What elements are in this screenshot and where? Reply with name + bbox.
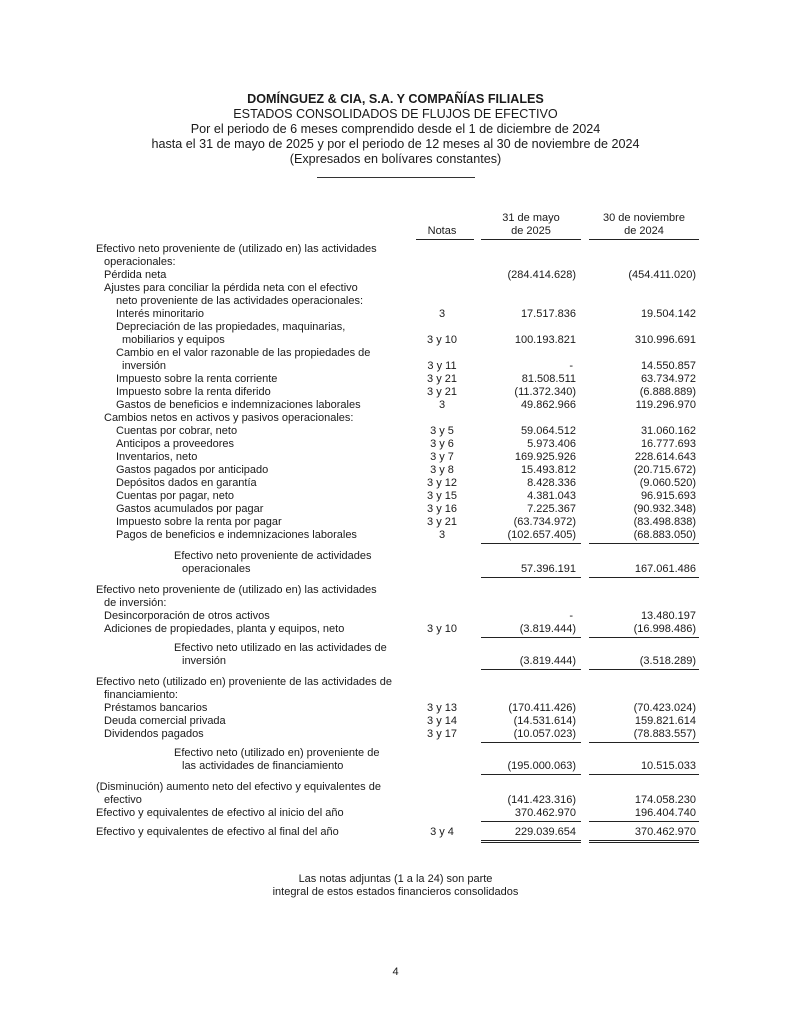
double-rule-2025 xyxy=(481,840,581,843)
value-2025: 100.193.821 xyxy=(514,334,576,346)
value-2024: 196.404.740 xyxy=(634,807,696,819)
table-row: Anticipos a proveedores 3 y 6 5.973.406 16.777.693 xyxy=(116,438,696,450)
subtotal-rule-2024 xyxy=(589,742,699,743)
investing-heading: Efectivo neto proveniente de (utilizado en) las actividades de inversión: xyxy=(96,584,377,609)
table-row: Pagos de beneficios e indemnizaciones laborales 3 (102.657.405) (68.883.050) xyxy=(96,529,700,542)
table-row: Desincorporación de otros activos - 13.480.197 xyxy=(104,610,696,622)
total-rule-2025 xyxy=(481,774,581,775)
table-row: Cuentas por pagar, neto 3 y 15 4.381.043 96.915.693 xyxy=(116,490,696,502)
value-2025: (102.657.405) xyxy=(507,529,576,541)
value-2024: (70.423.024) xyxy=(633,702,696,714)
value-2025: 169.925.926 xyxy=(514,451,576,463)
currency-note: (Expresados en bolívares constantes) xyxy=(289,152,502,166)
value-2025: 59.064.512 xyxy=(520,425,576,437)
value-2024: (90.932.348) xyxy=(633,503,696,515)
value-2025: 370.462.970 xyxy=(514,807,576,819)
table-row: Depreciación de las propiedades, maquinarias, mobiliarios y equipos 3 y 10 100.193.821 310.996.691 xyxy=(116,321,696,346)
value-2025: - xyxy=(569,360,573,372)
nota: 3 y 8 xyxy=(430,464,454,476)
value-2025: (14.531.614) xyxy=(513,715,576,727)
nota: 3 y 7 xyxy=(430,451,454,463)
col-2024-header xyxy=(589,212,699,238)
subtotal-rule-2024 xyxy=(589,543,699,544)
value-2024: (6.888.889) xyxy=(639,386,696,398)
period-line-1: Por el periodo de 6 meses comprendido desde el 1 de diciembre de 2024 xyxy=(190,122,601,136)
col-2025-header-line1: 31 de mayo xyxy=(502,212,560,224)
nota: 3 xyxy=(438,529,446,541)
value-2024: 13.480.197 xyxy=(640,610,696,622)
value-2024: 159.821.614 xyxy=(634,715,696,727)
table-row: Impuesto sobre la renta por pagar 3 y 21 (63.734.972) (83.498.838) xyxy=(116,516,696,528)
value-2024: 63.734.972 xyxy=(640,373,696,385)
nota: 3 y 5 xyxy=(430,425,454,437)
subtotal-rule-2025 xyxy=(481,637,581,638)
total-rule-2025 xyxy=(481,669,581,670)
value-2024: (9.060.520) xyxy=(639,477,696,489)
value-2024: 96.915.693 xyxy=(640,490,696,502)
statement-header xyxy=(0,92,791,178)
company-name: DOMÍNGUEZ & CIA, S.A. Y COMPAÑÍAS FILIALES xyxy=(247,92,544,106)
double-rule-2024 xyxy=(589,840,699,843)
value-2024: (3.518.289) xyxy=(639,655,696,667)
table-row: Adiciones de propiedades, planta y equipos, neto 3 y 10 (3.819.444) (16.998.486) xyxy=(96,623,700,636)
operating-total-row: Efectivo neto proveniente de actividades operacionales 57.396.191 167.061.486 xyxy=(96,550,700,576)
table-row: Depósitos dados en garantía 3 y 12 8.428.336 (9.060.520) xyxy=(116,477,696,489)
value-2025: 4.381.043 xyxy=(527,490,576,502)
page-number: 4 xyxy=(392,966,399,978)
value-2025: (195.000.063) xyxy=(507,760,576,772)
value-2025: 57.396.191 xyxy=(520,563,576,575)
value-2024: 10.515.033 xyxy=(640,760,696,772)
col-2024-header-line2: de 2024 xyxy=(624,225,664,237)
table-row: Gastos de beneficios e indemnizaciones laborales 3 49.862.966 119.296.970 xyxy=(116,399,696,411)
notas-underline xyxy=(416,239,474,240)
value-2025: (11.372.340) xyxy=(514,386,576,398)
table-row: Gastos acumulados por pagar 3 y 16 7.225.367 (90.932.348) xyxy=(116,503,696,515)
subtotal-rule-2025 xyxy=(481,821,581,822)
nota: 3 y 17 xyxy=(427,728,457,740)
value-2024: 16.777.693 xyxy=(640,438,696,450)
financing-total-row: Efectivo neto (utilizado en) proveniente de las actividades de financiamiento (195.000.063) 10.515.033 xyxy=(96,747,700,773)
subtotal-rule-2025 xyxy=(481,543,581,544)
col-2024-underline xyxy=(589,239,699,240)
table-row: Préstamos bancarios 3 y 13 (170.411.426) (70.423.024) xyxy=(104,702,696,714)
value-2025: - xyxy=(569,610,573,622)
value-2025: 15.493.812 xyxy=(520,464,576,476)
financing-heading: Efectivo neto (utilizado en) proveniente de las actividades de financiamiento: xyxy=(96,676,392,701)
value-2025: 81.508.511 xyxy=(521,373,576,385)
table-row: Dividendos pagados 3 y 17 (10.057.023) (78.883.557) xyxy=(96,728,700,741)
value-2024: 167.061.486 xyxy=(634,563,696,575)
table-row: Gastos pagados por anticipado 3 y 8 15.493.812 (20.715.672) xyxy=(116,464,696,476)
value-2024: 174.058.230 xyxy=(634,794,696,806)
investing-total-row: Efectivo neto utilizado en las actividades de inversión (3.819.444) (3.518.289) xyxy=(96,642,700,668)
value-2025: 17.517.836 xyxy=(520,308,576,320)
adjustments-heading: Ajustes para conciliar la pérdida neta con el efectivo neto proveniente de las actividades operacionales: xyxy=(104,282,364,307)
nota: 3 y 21 xyxy=(427,386,457,398)
value-2025: 5.973.406 xyxy=(527,438,576,450)
nota: 3 y 16 xyxy=(427,503,457,515)
total-rule-2024 xyxy=(589,577,699,578)
ending-balance-row: Efectivo y equivalentes de efectivo al final del año 3 y 4 229.039.654 370.462.970 xyxy=(96,826,700,839)
nota: 3 y 21 xyxy=(427,516,457,528)
table-row: Interés minoritario 3 17.517.836 19.504.142 xyxy=(116,308,696,320)
table-row: Deuda comercial privada 3 y 14 (14.531.614) 159.821.614 xyxy=(104,715,696,727)
table-row: Cuentas por cobrar, neto 3 y 5 59.064.512 31.060.162 xyxy=(116,425,696,437)
value-2025: (170.411.426) xyxy=(508,702,576,714)
col-2025-header-line2: de 2025 xyxy=(511,225,551,237)
nota: 3 y 12 xyxy=(427,477,457,489)
value-2025: (10.057.023) xyxy=(513,728,576,740)
nota: 3 y 10 xyxy=(427,623,457,635)
value-2024: 228.614.643 xyxy=(634,451,696,463)
table-row: Inventarios, neto 3 y 7 169.925.926 228.614.643 xyxy=(116,451,696,463)
nota: 3 y 21 xyxy=(427,373,457,385)
column-headers xyxy=(96,210,700,240)
value-2024: 19.504.142 xyxy=(640,308,696,320)
nota: 3 y 13 xyxy=(427,702,457,714)
footer-note xyxy=(0,873,791,899)
nota: 3 y 11 xyxy=(427,360,457,372)
value-2025: 8.428.336 xyxy=(527,477,576,489)
header-divider xyxy=(317,177,475,178)
value-2025: (141.423.316) xyxy=(507,794,576,806)
table-row: Cambio en el valor razonable de las propiedades de inversión 3 y 11 - 14.550.857 xyxy=(116,347,696,372)
col-2025-header xyxy=(481,212,581,238)
nota: 3 y 15 xyxy=(427,490,457,502)
table-row-net-loss: Pérdida neta (284.414.628) (454.411.020) xyxy=(104,269,696,281)
changes-heading: Cambios netos en activos y pasivos operacionales: xyxy=(104,412,354,424)
value-2024: (78.883.557) xyxy=(633,728,696,740)
value-2025: 229.039.654 xyxy=(514,826,576,838)
value-2025: 49.862.966 xyxy=(520,399,576,411)
total-rule-2024 xyxy=(589,774,699,775)
nota: 3 xyxy=(438,399,446,411)
value-2025: (3.819.444) xyxy=(519,623,576,635)
value-2024: 370.462.970 xyxy=(634,826,696,838)
net-change-row: (Disminución) aumento neto del efectivo y equivalentes de efectivo (141.423.316) 174.058.230 xyxy=(96,781,696,806)
nota: 3 y 4 xyxy=(430,826,454,838)
value-2024: 310.996.691 xyxy=(634,334,696,346)
nota: 3 y 14 xyxy=(427,715,457,727)
statement-title: ESTADOS CONSOLIDADOS DE FLUJOS DE EFECTIVO xyxy=(233,107,558,121)
value-2024: 119.296.970 xyxy=(635,399,696,411)
value-2024: 14.550.857 xyxy=(640,360,696,372)
operating-heading: Efectivo neto proveniente de (utilizado en) las actividades operacionales: xyxy=(96,243,377,268)
value-2024: (16.998.486) xyxy=(633,623,696,635)
footer-line-1: Las notas adjuntas (1 a la 24) son parte xyxy=(298,873,493,885)
table-row: Impuesto sobre la renta diferido 3 y 21 (11.372.340) (6.888.889) xyxy=(116,386,696,398)
period-line-2: hasta el 31 de mayo de 2025 y por el periodo de 12 meses al 30 de noviembre de 2024 xyxy=(151,137,640,151)
value-2025: 7.225.367 xyxy=(527,503,576,515)
value-2024: (68.883.050) xyxy=(633,529,696,541)
value-2025: (63.734.972) xyxy=(513,516,576,528)
notas-header: Notas xyxy=(427,225,457,237)
footer-line-2: integral de estos estados financieros consolidados xyxy=(272,886,519,898)
total-rule-2025 xyxy=(481,577,581,578)
cash-flow-statement xyxy=(96,210,700,839)
nota: 3 y 10 xyxy=(427,334,457,346)
subtotal-rule-2025 xyxy=(481,742,581,743)
value-2024: 31.060.162 xyxy=(640,425,696,437)
table-row: Impuesto sobre la renta corriente 3 y 21 81.508.511 63.734.972 xyxy=(116,373,696,385)
nota: 3 y 6 xyxy=(430,438,454,450)
value-2025: (3.819.444) xyxy=(519,655,576,667)
value-2024: (83.498.838) xyxy=(633,516,696,528)
nota: 3 xyxy=(438,308,446,320)
beginning-balance-row: Efectivo y equivalentes de efectivo al inicio del año 370.462.970 196.404.740 xyxy=(96,807,700,820)
col-2025-underline xyxy=(481,239,581,240)
subtotal-rule-2024 xyxy=(589,821,699,822)
total-rule-2024 xyxy=(589,669,699,670)
value-2025: (284.414.628) xyxy=(507,269,576,281)
subtotal-rule-2024 xyxy=(589,637,699,638)
value-2024: (454.411.020) xyxy=(628,269,696,281)
value-2024: (20.715.672) xyxy=(633,464,696,476)
col-2024-header-line1: 30 de noviembre xyxy=(603,212,685,224)
